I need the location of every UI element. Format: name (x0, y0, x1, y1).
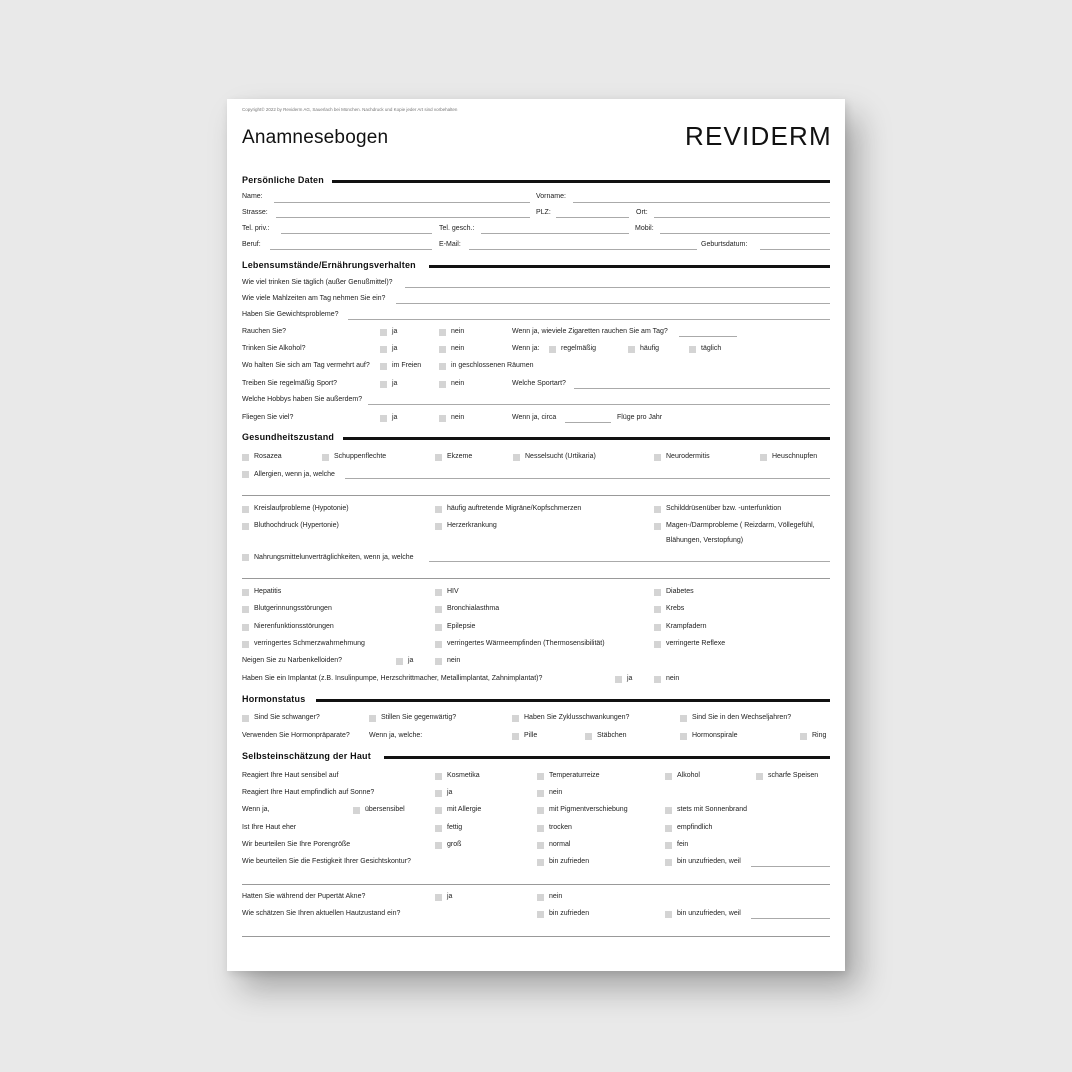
magen-checkbox[interactable] (654, 523, 661, 530)
implant-label: Haben Sie ein Implantat (z.B. Insulinpumpe, Herzschrittmacher, Metallimplantat, Zahnimplantat)? (242, 675, 543, 682)
krampfadern-checkbox[interactable] (654, 624, 661, 631)
cosmetics-label: Kosmetika (447, 772, 480, 779)
hobbies-field[interactable] (368, 404, 830, 405)
skin-condition-label: Wie schätzen Sie Ihren aktuellen Hautzustand ein? (242, 910, 401, 917)
sun-if-yes-label: Wenn ja, (242, 806, 270, 813)
sun-no-checkbox[interactable] (537, 790, 544, 797)
nahrung-label: Nahrungsmittelunverträglichkeiten, wenn ja, welche (254, 554, 414, 561)
implant-rod-label: Stäbchen (597, 732, 627, 739)
herz-checkbox[interactable] (435, 523, 442, 530)
sport-type-label: Welche Sportart? (512, 380, 566, 387)
drink-daily-field[interactable] (405, 287, 830, 288)
strasse-field[interactable] (276, 217, 530, 218)
stay-indoors-label: in geschlossenen Räumen (451, 362, 534, 369)
ring-checkbox[interactable] (800, 733, 807, 740)
dry-label: trocken (549, 824, 572, 831)
flights-field[interactable] (565, 422, 611, 423)
meals-label: Wie viele Mahlzeiten am Tag nehmen Sie ein? (242, 295, 386, 302)
condition-unsatisfied-label: bin unzufrieden, weil (677, 910, 741, 917)
pigmentation-checkbox[interactable] (537, 807, 544, 814)
pores-fine-label: fein (677, 841, 689, 848)
nesselsucht-label: Nesselsucht (Urtikaria) (525, 453, 596, 460)
heuschnupfen-label: Heuschnupfen (772, 453, 818, 460)
krebs-checkbox[interactable] (654, 606, 661, 613)
neurodermitis-label: Neurodermitis (666, 453, 710, 460)
magen-label-cont: Blähungen, Verstopfung) (666, 537, 744, 544)
condition-unsatisfied-checkbox[interactable] (665, 911, 672, 918)
geburtsdatum-label: Geburtsdatum: (701, 241, 748, 248)
epilepsie-checkbox[interactable] (435, 624, 442, 631)
acne-label: Hatten Sie während der Pupertät Akne? (242, 893, 366, 900)
smoking-yes-label: ja (392, 328, 398, 335)
sun-label: Reagiert Ihre Haut empfindlich auf Sonne? (242, 789, 375, 796)
schilddruese-checkbox[interactable] (654, 506, 661, 513)
alcohol-regular-label: regelmäßig (561, 345, 597, 352)
sensitive-checkbox[interactable] (665, 825, 672, 832)
section-rule (316, 699, 830, 702)
vorname-label: Vorname: (536, 193, 566, 200)
hobbies-label: Welche Hobbys haben Sie außerdem? (242, 396, 363, 403)
schuppenflechte-label: Schuppenflechte (334, 453, 387, 460)
hormone-coil-label: Hormonspirale (692, 732, 738, 739)
cycle-label: Haben Sie Zyklusschwankungen? (524, 714, 630, 721)
section-skin-assessment: Selbsteinschätzung der Haut (242, 751, 371, 761)
sport-no-label: nein (451, 380, 465, 387)
alcohol-often-checkbox[interactable] (628, 346, 635, 353)
implant-no-label: nein (666, 675, 680, 682)
beruf-label: Beruf: (242, 241, 261, 248)
flying-no-checkbox[interactable] (439, 415, 446, 422)
rosazea-checkbox[interactable] (242, 454, 249, 461)
pigmentation-label: mit Pigmentverschiebung (549, 806, 628, 813)
alcohol-yes-checkbox[interactable] (380, 346, 387, 353)
flying-label: Fliegen Sie viel? (242, 414, 294, 421)
alcohol-often-label: häufig (640, 345, 660, 352)
sport-no-checkbox[interactable] (439, 381, 446, 388)
pores-normal-checkbox[interactable] (537, 842, 544, 849)
weight-field[interactable] (348, 319, 830, 320)
cigarettes-field[interactable] (679, 336, 737, 337)
firmness-extra-line (242, 884, 830, 885)
allergies-field[interactable] (345, 478, 830, 479)
plz-label: PLZ: (536, 209, 551, 216)
cycle-checkbox[interactable] (512, 715, 519, 722)
kreislauf-label: Kreislaufprobleme (Hypotonie) (254, 505, 349, 512)
stay-indoors-checkbox[interactable] (439, 363, 446, 370)
alcohol-daily-label: täglich (701, 345, 722, 352)
neurodermitis-checkbox[interactable] (654, 454, 661, 461)
smoking-no-label: nein (451, 328, 465, 335)
mobil-field[interactable] (660, 233, 830, 234)
scars-yes-checkbox[interactable] (396, 658, 403, 665)
email-field[interactable] (469, 249, 697, 250)
asthma-label: Bronchialasthma (447, 605, 500, 612)
sport-label: Treiben Sie regelmäßig Sport? (242, 380, 338, 387)
schmerz-checkbox[interactable] (242, 641, 249, 648)
implant-rod-checkbox[interactable] (585, 733, 592, 740)
oversensitive-label: übersensibel (365, 806, 405, 813)
drink-daily-label: Wie viel trinken Sie täglich (außer Genußmittel)? (242, 279, 393, 286)
section-rule (343, 437, 830, 440)
temperature-label: Temperaturreize (549, 772, 600, 779)
flying-no-label: nein (451, 414, 465, 421)
sun-yes-checkbox[interactable] (435, 790, 442, 797)
section-rule (332, 180, 830, 183)
pill-label: Pille (524, 732, 538, 739)
temperature-checkbox[interactable] (537, 773, 544, 780)
migraene-label: häufig auftretende Migräne/Kopfschmerzen (447, 505, 582, 512)
copyright-notice: Copyright© 2022 by Reviderm AG, Sauerlach bei München. Nachdruck und Kopie jeder Art sind vorbehalten (242, 107, 458, 112)
pill-checkbox[interactable] (512, 733, 519, 740)
stay-label: Wo halten Sie sich am Tag vermehrt auf? (242, 362, 370, 369)
kreislauf-checkbox[interactable] (242, 506, 249, 513)
spicy-food-label: scharfe Speisen (768, 772, 819, 779)
flights-circa-label: Wenn ja, circa (512, 414, 557, 421)
hiv-checkbox[interactable] (435, 589, 442, 596)
allergies-extra-line (242, 495, 830, 496)
hepatitis-label: Hepatitis (254, 588, 282, 595)
niere-checkbox[interactable] (242, 624, 249, 631)
page-title: Anamnesebogen (242, 127, 389, 148)
flying-yes-label: ja (392, 414, 398, 421)
hormone-products-label: Verwenden Sie Hormonpräparate? (242, 732, 350, 739)
sun-no-label: nein (549, 789, 563, 796)
section-life-circumstances: Lebensumstände/Ernährungsverhalten (242, 260, 416, 270)
spicy-food-checkbox[interactable] (756, 773, 763, 780)
pregnant-checkbox[interactable] (242, 715, 249, 722)
tel-gesch-field[interactable] (481, 233, 629, 234)
waerme-label: verringertes Wärmeempfinden (Thermosensibilität) (447, 640, 605, 647)
scars-no-label: nein (447, 657, 461, 664)
alcohol-if-yes-label: Wenn ja: (512, 345, 540, 352)
firmness-reason-field[interactable] (751, 866, 830, 867)
schilddruese-label: Schilddrüsenüber bzw. -unterfunktion (666, 505, 782, 512)
magen-label: Magen-/Darmprobleme ( Reizdarm, Völlegefühl, (666, 522, 815, 529)
pregnant-label: Sind Sie schwanger? (254, 714, 320, 721)
firmness-label: Wie beurteilen Sie die Festigkeit Ihrer Gesichtskontur? (242, 858, 411, 865)
ort-label: Ort: (636, 209, 648, 216)
smoking-no-checkbox[interactable] (439, 329, 446, 336)
firmness-satisfied-label: bin zufrieden (549, 858, 590, 865)
acne-yes-label: ja (447, 893, 453, 900)
condition-reason-field[interactable] (751, 918, 830, 919)
hepatitis-checkbox[interactable] (242, 589, 249, 596)
brand-logo: REVIDERM (685, 121, 832, 151)
ekzeme-checkbox[interactable] (435, 454, 442, 461)
schmerz-label: verringertes Schmerzwahrnehmung (254, 640, 365, 647)
hormone-coil-checkbox[interactable] (680, 733, 687, 740)
krampfadern-label: Krampfadern (666, 623, 707, 630)
alcohol-label: Trinken Sie Alkohol? (242, 345, 306, 352)
section-personal-data: Persönliche Daten (242, 175, 324, 185)
tel-priv-field[interactable] (281, 233, 432, 234)
oversensitive-checkbox[interactable] (353, 807, 360, 814)
alcohol-yes-label: ja (392, 345, 398, 352)
mobil-label: Mobil: (635, 225, 654, 232)
menopause-label: Sind Sie in den Wechseljahren? (692, 714, 792, 721)
acne-yes-checkbox[interactable] (435, 894, 442, 901)
strasse-label: Strasse: (242, 209, 268, 216)
reflexe-checkbox[interactable] (654, 641, 661, 648)
weight-label: Haben Sie Gewichtsprobleme? (242, 311, 339, 318)
name-label: Name: (242, 193, 263, 200)
blutgerinnung-label: Blutgerinnungsstörungen (254, 605, 332, 612)
scars-no-checkbox[interactable] (435, 658, 442, 665)
meals-field[interactable] (396, 303, 830, 304)
migraene-checkbox[interactable] (435, 506, 442, 513)
asthma-checkbox[interactable] (435, 606, 442, 613)
diabetes-label: Diabetes (666, 588, 694, 595)
ekzeme-label: Ekzeme (447, 453, 473, 460)
form-sheet (227, 99, 845, 971)
blutgerinnung-checkbox[interactable] (242, 606, 249, 613)
with-allergy-checkbox[interactable] (435, 807, 442, 814)
oily-label: fettig (447, 824, 463, 831)
name-field[interactable] (274, 202, 530, 203)
sport-yes-checkbox[interactable] (380, 381, 387, 388)
implant-yes-checkbox[interactable] (615, 676, 622, 683)
nahrung-field[interactable] (429, 561, 830, 562)
breastfeeding-label: Stillen Sie gegenwärtig? (381, 714, 457, 721)
pores-large-label: groß (447, 841, 462, 848)
skin-alcohol-checkbox[interactable] (665, 773, 672, 780)
nesselsucht-checkbox[interactable] (513, 454, 520, 461)
with-allergy-label: mit Allergie (447, 806, 482, 813)
flights-per-year-label: Flüge pro Jahr (617, 414, 663, 421)
firmness-satisfied-checkbox[interactable] (537, 859, 544, 866)
cosmetics-checkbox[interactable] (435, 773, 442, 780)
flying-yes-checkbox[interactable] (380, 415, 387, 422)
pores-fine-checkbox[interactable] (665, 842, 672, 849)
sport-type-field[interactable] (574, 388, 830, 389)
sport-yes-label: ja (392, 380, 398, 387)
condition-extra-line (242, 936, 830, 937)
section-rule (429, 265, 830, 268)
condition-satisfied-checkbox[interactable] (537, 911, 544, 918)
scars-yes-label: ja (408, 657, 414, 664)
waerme-checkbox[interactable] (435, 641, 442, 648)
firmness-unsatisfied-checkbox[interactable] (665, 859, 672, 866)
section-hormone-status: Hormonstatus (242, 694, 306, 704)
niere-label: Nierenfunktionsstörungen (254, 623, 334, 630)
menopause-checkbox[interactable] (680, 715, 687, 722)
sunburn-checkbox[interactable] (665, 807, 672, 814)
breastfeeding-checkbox[interactable] (369, 715, 376, 722)
schuppenflechte-checkbox[interactable] (322, 454, 329, 461)
implant-yes-label: ja (627, 675, 633, 682)
herz-label: Herzerkrankung (447, 522, 497, 529)
smoking-yes-checkbox[interactable] (380, 329, 387, 336)
sun-yes-label: ja (447, 789, 453, 796)
plz-field[interactable] (556, 217, 629, 218)
scars-label: Neigen Sie zu Narbenkelloiden? (242, 657, 343, 664)
smoking-label: Rauchen Sie? (242, 328, 286, 335)
acne-no-label: nein (549, 893, 563, 900)
beruf-field[interactable] (270, 249, 432, 250)
acne-no-checkbox[interactable] (537, 894, 544, 901)
reflexe-label: verringerte Reflexe (666, 640, 726, 647)
nahrung-checkbox[interactable] (242, 554, 249, 561)
section-rule (384, 756, 830, 759)
geburtsdatum-field[interactable] (760, 249, 830, 250)
dry-checkbox[interactable] (537, 825, 544, 832)
sensitive-label: empfindlich (677, 824, 713, 831)
alcohol-no-checkbox[interactable] (439, 346, 446, 353)
ort-field[interactable] (654, 217, 830, 218)
stay-outdoors-label: im Freien (392, 362, 422, 369)
bluthochdruck-checkbox[interactable] (242, 523, 249, 530)
alcohol-daily-checkbox[interactable] (689, 346, 696, 353)
alcohol-regular-checkbox[interactable] (549, 346, 556, 353)
krebs-label: Krebs (666, 605, 685, 612)
tel-priv-label: Tel. priv.: (242, 225, 270, 232)
pores-large-checkbox[interactable] (435, 842, 442, 849)
diabetes-checkbox[interactable] (654, 589, 661, 596)
hormone-which-label: Wenn ja, welche: (369, 732, 423, 739)
hiv-label: HIV (447, 588, 459, 595)
condition-satisfied-label: bin zufrieden (549, 910, 590, 917)
tel-gesch-label: Tel. gesch.: (439, 225, 475, 232)
section-health: Gesundheitszustand (242, 432, 335, 442)
rosazea-label: Rosazea (254, 453, 282, 460)
ring-label: Ring (812, 732, 827, 739)
alcohol-no-label: nein (451, 345, 465, 352)
pores-normal-label: normal (549, 841, 571, 848)
cigarettes-label: Wenn ja, wieviele Zigaretten rauchen Sie am Tag? (512, 328, 668, 335)
vorname-field[interactable] (573, 202, 830, 203)
firmness-unsatisfied-label: bin unzufrieden, weil (677, 858, 741, 865)
heuschnupfen-checkbox[interactable] (760, 454, 767, 461)
bluthochdruck-label: Bluthochdruck (Hypertonie) (254, 522, 339, 529)
skin-alcohol-label: Alkohol (677, 772, 700, 779)
pores-label: Wir beurteilen Sie Ihre Porengröße (242, 841, 351, 848)
stay-outdoors-checkbox[interactable] (380, 363, 387, 370)
epilepsie-label: Epilepsie (447, 623, 476, 630)
skin-type-label: Ist Ihre Haut eher (242, 824, 297, 831)
nahrung-extra-line (242, 578, 830, 579)
sensitive-to-label: Reagiert Ihre Haut sensibel auf (242, 772, 339, 779)
oily-checkbox[interactable] (435, 825, 442, 832)
allergies-checkbox[interactable] (242, 471, 249, 478)
email-label: E-Mail: (439, 241, 461, 248)
implant-no-checkbox[interactable] (654, 676, 661, 683)
sunburn-label: stets mit Sonnenbrand (677, 806, 748, 813)
allergies-label: Allergien, wenn ja, welche (254, 471, 335, 478)
